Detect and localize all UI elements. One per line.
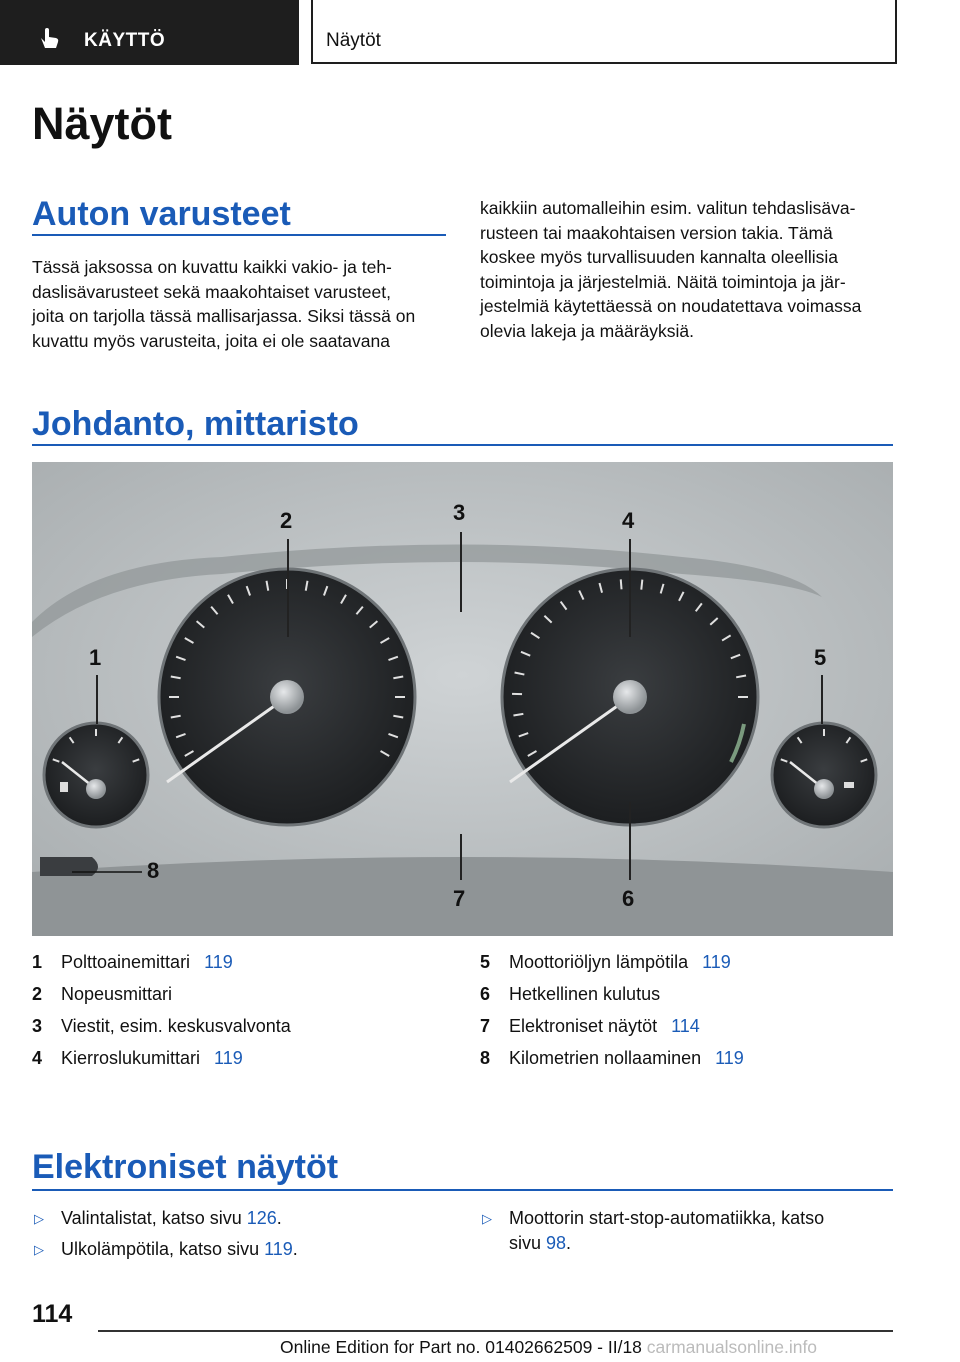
page-ref-link[interactable]: 119 — [204, 952, 233, 972]
callout-8: 8 — [147, 858, 160, 883]
heading-rule — [32, 1189, 893, 1191]
list-item: ▷ Valintalistat, katso sivu 126. — [32, 1206, 298, 1231]
callout-2: 2 — [280, 508, 293, 533]
heading-rule — [32, 444, 893, 446]
instrument-cluster-figure — [32, 462, 893, 936]
triangle-bullet-icon: ▷ — [34, 1211, 44, 1226]
page-ref-link[interactable]: 126 — [246, 1208, 277, 1228]
section-header — [311, 0, 897, 64]
page-title: Näytöt — [32, 98, 173, 149]
oil-temp-gauge-dial — [772, 723, 876, 827]
page-ref-link[interactable]: 119 — [214, 1048, 243, 1068]
callout-4: 4 — [622, 508, 635, 533]
heading-rule — [32, 234, 446, 236]
hand-pointer-icon — [36, 26, 62, 50]
page-ref-link[interactable]: 98 — [546, 1233, 567, 1253]
page-number: 114 — [32, 1300, 73, 1328]
footer-text: Online Edition for Part no. 01402662509 - II/18 carmanualsonline.info — [280, 1337, 818, 1357]
dial-tick — [621, 579, 622, 589]
callout-5: 5 — [814, 645, 827, 670]
heading-auton-varusteet: Auton varusteet — [32, 195, 291, 233]
callout-1: 1 — [89, 645, 102, 670]
chapter-tab — [0, 0, 299, 65]
fuel-gauge-dial — [44, 723, 148, 827]
callout-6: 6 — [622, 886, 635, 911]
list-item: ▷ Moottorin start-stop-automatiikka, katso sivu 98. — [482, 1208, 825, 1253]
section-label: Näytöt — [326, 30, 381, 51]
heading-elektroniset-naytot: Elektroniset näytöt — [32, 1148, 339, 1186]
chapter-label: KÄYTTÖ — [84, 30, 166, 51]
page-ref-link[interactable]: 114 — [671, 1016, 700, 1036]
watermark: carmanualsonline.info — [646, 1337, 818, 1357]
list-item: ▷ Ulkolämpötila, katso sivu 119. — [32, 1237, 298, 1262]
intro-paragraph-col2: kaikkiin automalleihin esim. valitun tehdaslisäva‐ rusteen tai maakohtaisen version takia. Tämä koskee myös turvallisuuden kannalta oleellisia toimintoja ja järjestelmiä. Näitä toimintoja ja jär‐ jestelmiä käytettäessä on noudatettava voimassa olevia lakeja ja määräyksiä. — [480, 198, 862, 341]
bullet-list-right — [480, 1206, 824, 1262]
dial-tick — [641, 580, 642, 590]
page-ref-link[interactable]: 119 — [264, 1239, 293, 1259]
callout-3: 3 — [453, 500, 466, 525]
heading-johdanto-mittaristo: Johdanto, mittaristo — [32, 405, 359, 443]
triangle-bullet-icon: ▷ — [482, 1211, 492, 1226]
triangle-bullet-icon: ▷ — [34, 1242, 44, 1257]
page-ref-link[interactable]: 119 — [715, 1048, 744, 1068]
intro-paragraph-col1: Tässä jaksossa on kuvattu kaikki vakio- ja teh‐ daslisävarusteet sekä maakohtaiset varusteet, joita on tarjolla tässä mallisarjassa. Siksi tässä on kuvattu myös varusteita, joita ei ole saatavana — [32, 257, 416, 351]
page-ref-link[interactable]: 119 — [702, 952, 731, 972]
bullet-list-left — [32, 1206, 298, 1268]
footer-rule — [98, 1330, 893, 1332]
callout-7: 7 — [453, 886, 466, 911]
